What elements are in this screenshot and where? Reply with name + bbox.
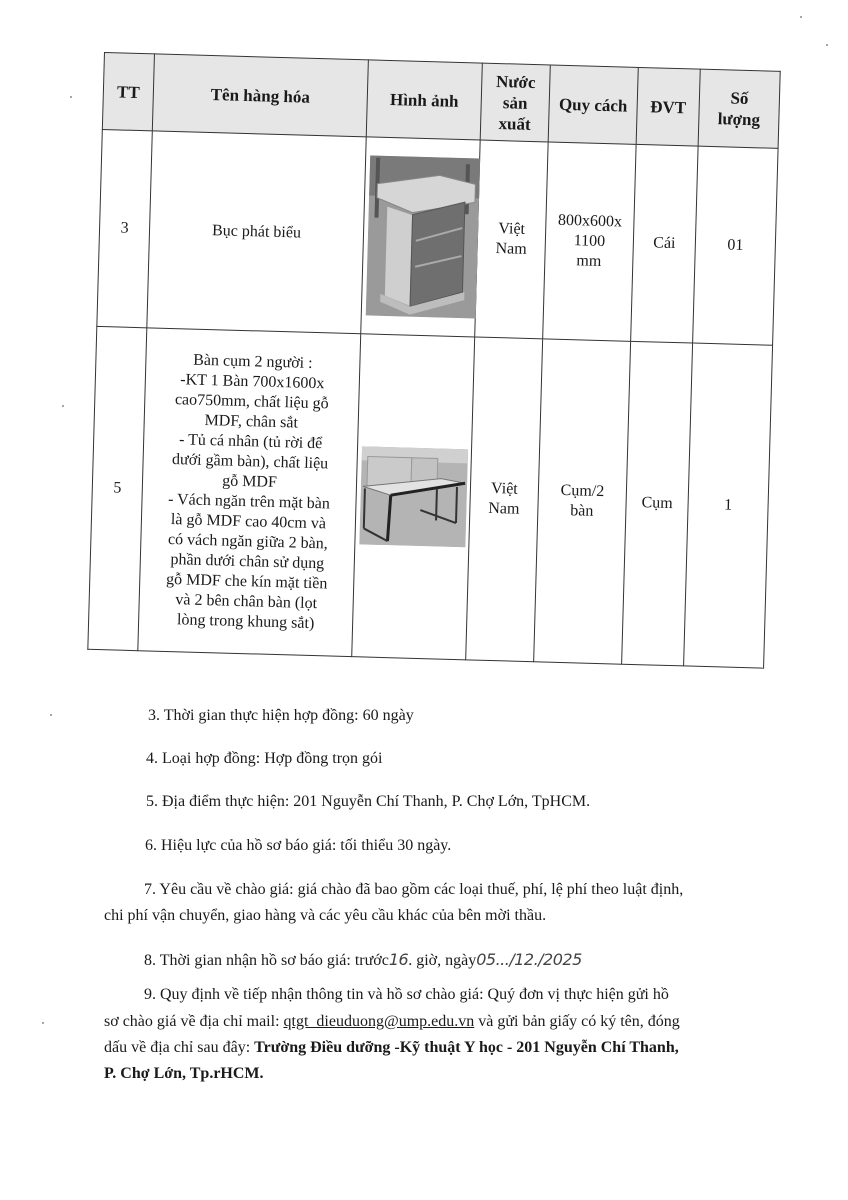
origin-line: Việt [498,220,526,238]
cell-image [352,334,475,660]
spec-line: Cụm/2 [560,481,605,501]
origin-line: Việt [490,479,518,498]
header-quantity-line: Số [730,88,749,109]
header-quantity-line: lượng [717,109,761,130]
header-spec: Quy cách [548,65,638,144]
scan-speck [800,16,802,18]
item-name-line: dưới gầm bàn), chất liệu [171,451,329,473]
item-name-line: gỗ MDF che kín mặt tiền [165,570,328,593]
term-submission-rules-line2 [104,1012,680,1032]
origin-line: Nam [495,240,527,258]
item-name-line: là gỗ MDF cao 40cm và [170,511,327,533]
header-tt: TT [102,53,154,131]
scan-speck [70,96,72,98]
item-name-line: Bục phát biểu [211,222,302,242]
spec-line: 1100 [573,232,606,251]
term-submission-rules-line1: 9. Quy định về tiếp nhận thông tin và hồ sơ chào giá: Quý đơn vị thực hiện gửi hồ [144,986,669,1003]
cell-item-name [138,328,361,657]
cell-spec [543,142,636,341]
desk-cluster-photo-icon [359,446,468,547]
term-submission-rules-line4: P. Chợ Lớn, Tp.rHCM. [104,1065,264,1082]
deadline-hour-handwritten: 16 [388,950,409,969]
cell-origin [466,337,543,662]
cell-origin [475,140,548,339]
header-item-name: Tên hàng hóa [152,54,368,137]
cell-tt: 5 [88,326,147,650]
cell-quantity: 1 [684,343,773,668]
deadline-mid: . giờ, ngày [408,952,477,969]
item-name-line: - Tủ cá nhân (tủ rời để [178,431,323,453]
item-name-line: cao750mm, chất liệu gỗ [174,391,329,413]
podium-photo-icon [366,155,480,318]
spec-line: mm [576,252,602,270]
item-name-line: gỗ MDF [221,472,278,491]
scan-speck [50,714,52,716]
term-quote-requirements-line2: chi phí vận chuyển, giao hàng và các yêu cầu khác của bên mời thầu. [104,907,547,924]
item-name-line: Bàn cụm 2 người : [193,351,313,372]
goods-table [87,52,780,669]
item-name-line: có vách ngăn giữa 2 bàn, [167,530,328,553]
deadline-date-handwritten: 05.../12./2025 [476,950,582,969]
term-quote-requirements-line1: 7. Yêu cầu về chào giá: giá chào đã bao gồm các loại thuế, phí, lệ phí theo luật định, [144,881,684,898]
item-name-line: MDF, chân sắt [204,411,299,432]
item-name-line: - Vách ngăn trên mặt bàn [167,490,331,513]
cell-image [361,137,480,337]
origin-line: Nam [488,499,520,518]
table-row [88,326,773,668]
cell-spec [534,339,631,664]
cell-unit: Cái [631,144,698,343]
item-name-line: phần dưới chân sử dụng [170,551,325,573]
header-origin-line: sản [502,92,528,113]
item-name-line: -KT 1 Bàn 700x1600x [180,371,325,393]
item-name-line: lòng trong khung sắt) [176,611,315,633]
spec-line: 800x600x [557,211,623,231]
cell-unit: Cụm [622,341,693,666]
rules-line3-prefix: dấu về địa chỉ sau đây: [104,1039,255,1056]
table-row [97,129,778,345]
term-location: 5. Địa điểm thực hiện: 201 Nguyễn Chí Thanh, P. Chợ Lớn, TpHCM. [146,793,591,810]
cell-item-name [147,131,366,334]
term-submission-deadline [144,950,582,971]
school-address-bold: Trường Điều dưỡng -Kỹ thuật Y học - 201 Nguyễn Chí Thanh, [254,1039,679,1056]
term-contract-type: 4. Loại hợp đồng: Hợp đồng trọn gói [146,750,383,767]
item-name-line: và 2 bên chân bàn (lọt [175,591,318,613]
spec-line: bàn [570,502,594,520]
rules-line2-prefix: sơ chào giá về địa chỉ mail: [104,1013,284,1030]
header-origin-line: xuất [498,113,531,134]
header-origin-line: Nước [495,71,536,92]
scan-speck [826,44,828,46]
header-unit: ĐVT [636,67,700,146]
goods-table-wrapper [87,52,779,669]
header-image: Hình ảnh [366,60,482,140]
rules-line2-suffix: và gửi bản giấy có ký tên, đóng [474,1013,680,1030]
term-contract-duration: 3. Thời gian thực hiện hợp đồng: 60 ngày [148,707,414,724]
term-submission-rules-line3 [104,1038,679,1058]
header-quantity [698,69,780,148]
deadline-prefix: 8. Thời gian nhận hồ sơ báo giá: trước [144,952,389,969]
cell-quantity: 01 [693,146,778,345]
term-quote-validity: 6. Hiệu lực của hồ sơ báo giá: tối thiểu 30 ngày. [145,837,452,854]
scan-speck [62,405,64,407]
scan-speck [42,1022,44,1024]
header-origin [480,63,550,142]
cell-tt: 3 [97,129,152,327]
contact-email-link[interactable]: qtgt_dieuduong@ump.edu.vn [283,1013,475,1030]
